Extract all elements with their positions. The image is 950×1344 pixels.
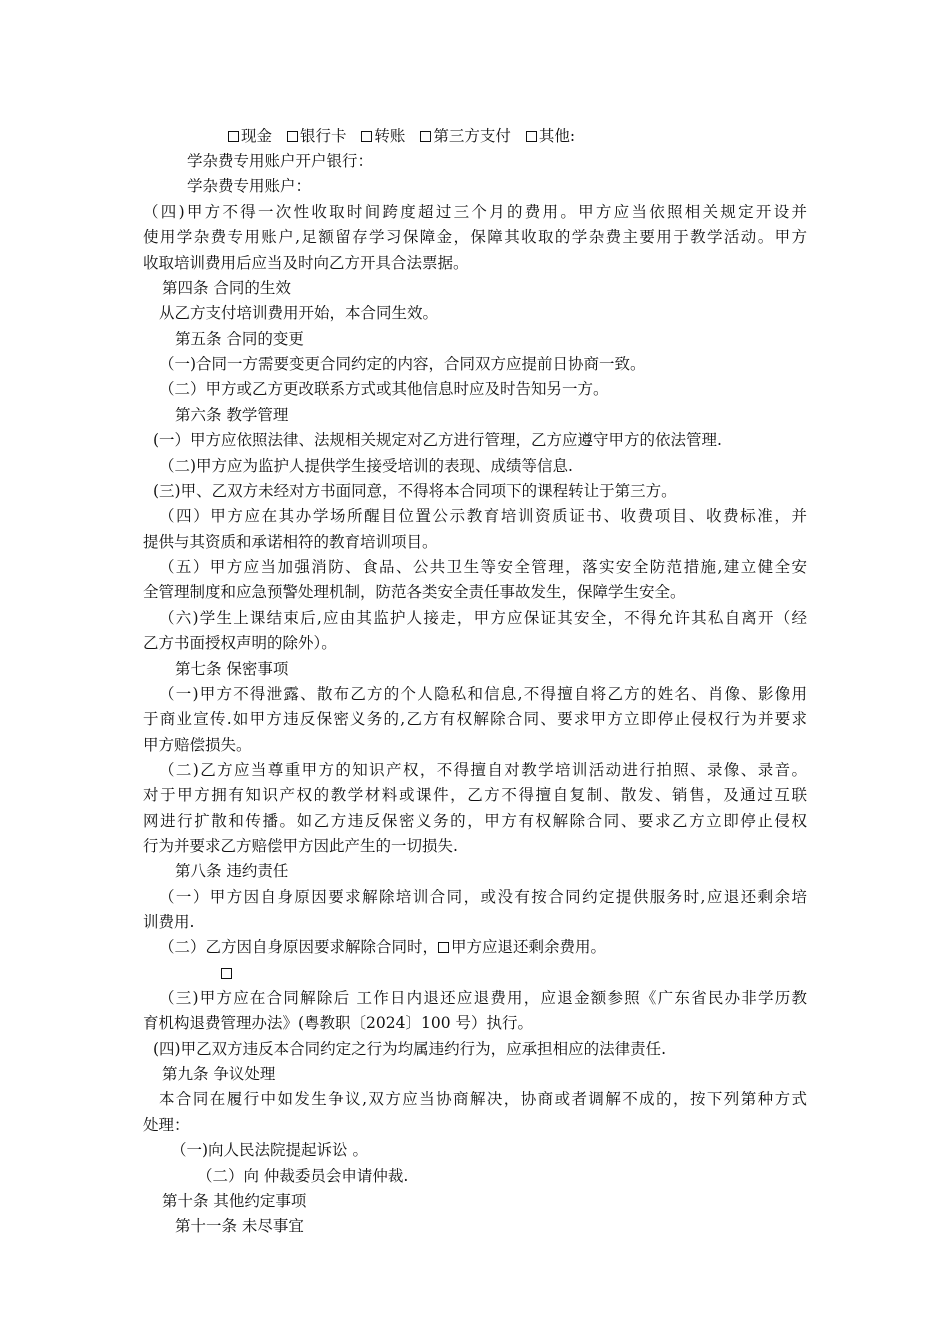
paragraph-line: 处理： [143,1116,190,1134]
paragraph-line: (四)甲乙双方违反本合同约定之行为均属违约行为，应承担相应的法律责任. [153,1040,667,1058]
checkbox-icon[interactable] [221,968,232,979]
paragraph-line: （二）向 仲裁委员会申请仲裁. [197,1167,409,1185]
bank-account-line: 学杂费专用账户： [187,177,312,195]
paragraph-line: 于商业宣传.如甲方违反保密义务的,乙方有权解除合同、要求甲方立即停止侵权行为并要求 [143,710,807,728]
paragraph-line: 提供与其资质和承诺相符的教育培训项目。 [143,533,438,551]
section-heading: 第十条 其他约定事项 [162,1192,307,1210]
section-heading: 第八条 违约责任 [175,862,289,880]
paragraph-line: （一)向人民法院提起诉讼 。 [171,1141,368,1159]
checkbox-icon[interactable] [228,131,239,142]
paragraph-line: 行为并要求乙方赔偿甲方因此产生的一切损失. [143,837,458,855]
payment-option-transfer[interactable]: 转账 [361,127,405,145]
paragraph-line: 甲方赔偿损失。 [143,736,252,754]
payment-options-row [228,126,585,146]
paragraph-line: 使用学杂费专用账户,足额留存学习保障金，保障其收取的学杂费主要用于教学活动。甲方 [143,228,807,246]
paragraph-line: 网进行扩散和传播。如乙方违反保密义务的，甲方有权解除合同、要求乙方立即停止侵权 [143,812,807,830]
checkbox-icon[interactable] [438,942,449,953]
bank-account-bank-line: 学杂费专用账户开户银行： [187,152,374,170]
paragraph-line: 收取培训费用后应当及时向乙方开具合法票据。 [143,254,469,272]
payment-option-other[interactable]: 其他: [526,127,575,145]
checkbox-icon[interactable] [287,131,298,142]
section-heading: 第五条 合同的变更 [175,330,304,348]
paragraph-line: 本合同在履行中如发生争议,双方应当协商解决，协商或者调解不成的，按下列第种方式 [159,1090,807,1108]
paragraph-line: 对于甲方拥有知识产权的教学材料或课件，乙方不得擅自复制、散发、销售，及通过互联 [143,786,807,804]
paragraph-line: （一)合同一方需要变更合同约定的内容，合同双方应提前日协商一致。 [159,355,646,373]
paragraph-line: （一）甲方因自身原因要求解除培训合同，或没有按合同约定提供服务时,应退还剩余培 [159,888,807,906]
paragraph-line: （三)甲方应在合同解除后 工作日内退还应退费用，应退金额参照《广东省民办非学历教 [159,989,807,1007]
paragraph-line: 育机构退费管理办法》(粤教职〔2024〕100 号）执行。 [143,1014,534,1032]
paragraph-line: 全管理制度和应急预警处理机制，防范各类安全责任事故发生，保障学生安全。 [143,583,686,601]
section-heading: 第六条 教学管理 [175,406,289,424]
paragraph-line: （一)甲方不得泄露、散布乙方的个人隐私和信息,不得擅自将乙方的姓名、肖像、影像用 [159,685,807,703]
payment-option-bank-card[interactable]: 银行卡 [287,127,347,145]
paragraph-line: （二）乙方因自身原因要求解除合同时， 甲方应退还剩余费用。 [159,938,607,956]
paragraph-line: （二)乙方应当尊重甲方的知识产权，不得擅自对教学培训活动进行拍照、录像、录音。 [159,761,807,779]
section-heading: 第四条 合同的生效 [162,279,291,297]
payment-option-third-party[interactable]: 第三方支付 [420,127,511,145]
section-heading: 第九条 争议处理 [162,1065,276,1083]
paragraph-line: 训费用. [143,913,195,931]
checkbox-icon[interactable] [526,131,537,142]
paragraph-line: （二）甲方或乙方更改联系方式或其他信息时应及时告知另一方。 [159,380,609,398]
section-heading: 第七条 保密事项 [175,660,289,678]
paragraph-line: 乙方书面授权声明的除外）。 [143,634,337,652]
section-heading: 第十一条 未尽事宜 [175,1217,304,1235]
paragraph-line: (三)甲、乙双方未经对方书面同意，不得将本合同项下的课程转让于第三方。 [153,482,677,500]
paragraph-line: (一）甲方应依照法律、法规相关规定对乙方进行管理，乙方应遵守甲方的依法管理. [153,431,722,449]
empty-checkbox-line [221,963,234,983]
paragraph-line: 从乙方支付培训费用开始，本合同生效。 [159,304,439,322]
paragraph-line: （二)甲方应为监护人提供学生接受培训的表现、成绩等信息. [159,457,573,475]
paragraph-line: （四）甲方应在其办学场所醒目位置公示教育培训资质证书、收费项目、收费标准，并 [159,507,807,525]
paragraph-line: （六)学生上课结束后,应由其监护人接走，甲方应保证其安全，不得允许其私自离开（经 [159,609,807,627]
payment-option-cash[interactable]: 现金 [228,127,272,145]
checkbox-icon[interactable] [361,131,372,142]
checkbox-icon[interactable] [420,131,431,142]
paragraph-line: （五）甲方应当加强消防、食品、公共卫生等安全管理，落实安全防范措施,建立健全安 [159,558,807,576]
paragraph-line: （四)甲方不得一次性收取时间跨度超过三个月的费用。甲方应当依照相关规定开设并 [143,203,807,221]
